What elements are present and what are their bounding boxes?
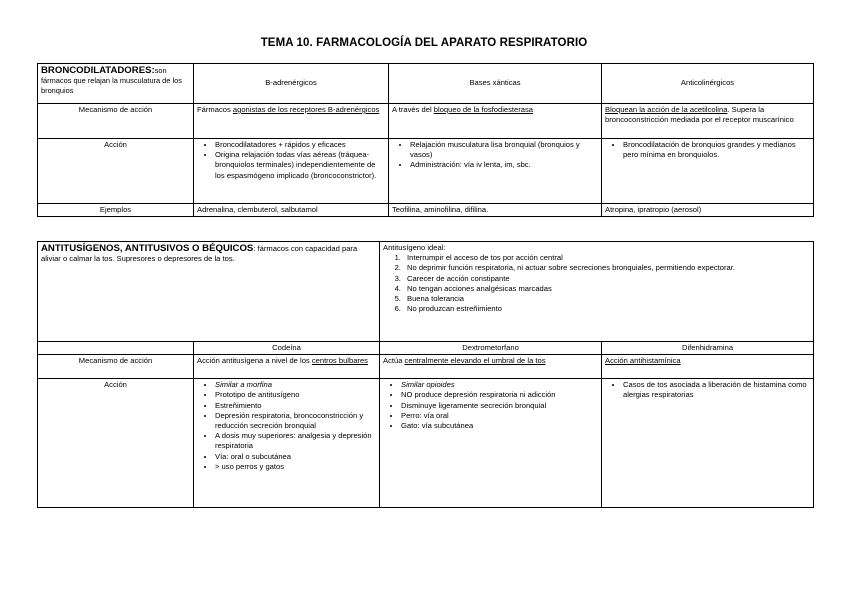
mecanismo-anticolinergicos (602, 104, 814, 139)
mecanismo-badrenergicos (194, 104, 389, 139)
list-item: • Similar a morfina (215, 380, 376, 390)
list-item: • Administración: vía iv lenta, im, sbc. (410, 160, 598, 170)
mecanismo-badren-underlined: agonistas de los receptores B-adrenérgicos (232, 105, 380, 114)
list-item: 4. No tengan acciones analgésicas marcadas (403, 284, 810, 294)
accion-difenhidramina (602, 379, 814, 508)
empty-cell (38, 342, 194, 355)
list-item: • Origina relajación todas vías aéreas (tráquea-bronquiolos terminales) independientemente de los espasmógeno implicado (broncoconstrictor). (215, 150, 385, 181)
list-item: • Depresión respiratoria, broncoconstricción y reducción secreción bronquial (215, 411, 376, 431)
ejemplos-badrenergicos: Adrenalina, clembuterol, salbutamol (194, 204, 389, 217)
col-header-codeina: Codeína (194, 342, 380, 355)
ejemplos-anticolinergicos: Atropina, ipratropio (aerosol) (602, 204, 814, 217)
list-item: • Broncodilatadores + rápidos y eficaces (215, 140, 385, 150)
col-header-badrenergicos: B-adrenérgicos (194, 64, 389, 104)
mecanismo-anti-text: . Supera la broncoconstricción mediada por el receptor muscarínico (605, 105, 794, 125)
broncodilatadores-header-cell (38, 64, 194, 104)
accion-dextrometorfano (380, 379, 602, 508)
antitusigenos-header: ANTITUSÍGENOS, ANTITUSIVOS O BÉQUICOS (41, 243, 254, 254)
list-item: • A dosis muy superiores: analgesia y depresión respiratoria (215, 431, 376, 451)
mecanismo-badren-text: Fármacos (197, 105, 233, 114)
mecanismo-dextro-text: Actúa (383, 356, 405, 366)
mecanismo-dextrometorfano (380, 355, 602, 379)
ejemplos-bases-xanticas: Teofilina, aminofilina, difilina. (389, 204, 602, 217)
accion-label: Acción (38, 139, 194, 204)
mecanismo-codeina-text: Acción antitusígena a nivel de los (197, 356, 312, 366)
mecanismo-codeina (194, 355, 380, 379)
accion-anticolinergicos (602, 139, 814, 204)
list-item: 1. Interrumpir el acceso de tos por acción central (403, 253, 810, 263)
broncodilatadores-header: BRONCODILATADORES: (41, 65, 155, 76)
col-header-dextrometorfano: Dextrometorfano (380, 342, 602, 355)
list-item: • Vía: oral o subcutánea (215, 452, 376, 462)
list-item: • Broncodilatación de bronquios grandes y medianos pero mínima en bronquiolos. (623, 140, 810, 160)
antitusigenos-desc: : fármacos con capacidad para aliviar o calmar la tos. Supresores o depresores de la tos. (41, 244, 358, 264)
mecanismo-label: Mecanismo de acción (38, 355, 194, 379)
list-item: 3. Carecer de acción constipante (403, 274, 810, 284)
mecanismo-label: Mecanismo de acción (38, 104, 194, 139)
mecanismo-difenhidramina (602, 355, 814, 379)
accion-badrenergicos (194, 139, 389, 204)
mecanismo-xant-underlined: bloqueo de la fosfodiesterasa (433, 105, 534, 114)
accion-label: Acción (38, 379, 194, 508)
list-item: • Estreñimiento (215, 401, 376, 411)
antitusigenos-table (37, 241, 814, 508)
list-item: • Relajación musculatura lisa bronquial (bronquios y vasos) (410, 140, 598, 160)
list-item: • Gato: vía subcutánea (401, 421, 598, 431)
col-header-difenhidramina: Difenhidramina (602, 342, 814, 355)
mecanismo-codeina-underlined: centros bulbares (311, 356, 368, 366)
col-header-bases-xanticas: Bases xánticas (389, 64, 602, 104)
list-item: 5. Buena tolerancia (403, 294, 810, 304)
mecanismo-difen-underlined: Acción antihistamínica (605, 356, 681, 366)
broncodilatadores-desc: fármacos que relajan la musculatura de los bronquios (41, 76, 182, 96)
antitusigenos-header-cell (38, 242, 380, 342)
list-item: • Casos de tos asociada a liberación de histamina como alergias respiratorias (623, 380, 810, 400)
list-item: • Similar opioides (401, 380, 598, 390)
col-header-anticolinergicos: Anticolinérgicos (602, 64, 814, 104)
antitusigeno-ideal-title: Antitusígeno ideal: (383, 243, 446, 252)
list-item: 2. No deprimir función respiratoria, ni actuar sobre secreciones bronquiales, permitiendo expectorar. (403, 263, 810, 273)
antitusigeno-ideal-cell (380, 242, 814, 342)
broncodilatadores-desc-start: son (154, 66, 167, 75)
list-item: • NO produce depresión respiratoria ni adicción (401, 390, 598, 400)
mecanismo-dextro-underlined: centralmente elevando el umbral de la tos (404, 356, 546, 366)
list-item: • Prototipo de antitusígeno (215, 390, 376, 400)
page-title: TEMA 10. FARMACOLOGÍA DEL APARATO RESPIRATORIO (260, 37, 588, 49)
ejemplos-label: Ejemplos (38, 204, 194, 217)
accion-codeina (194, 379, 380, 508)
mecanismo-xant-text: A través del (392, 105, 434, 114)
accion-bases-xanticas (389, 139, 602, 204)
list-item: • > uso perros y gatos (215, 462, 376, 472)
list-item: • Perro: vía oral (401, 411, 598, 421)
broncodilatadores-table (37, 63, 814, 217)
list-item: 6. No produzcan estreñimiento (403, 304, 810, 314)
list-item: • Disminuye ligeramente secreción bronquial (401, 401, 598, 411)
mecanismo-bases-xanticas (389, 104, 602, 139)
mecanismo-anti-underlined: Bloquean la acción de la acetilcolina (605, 105, 728, 114)
